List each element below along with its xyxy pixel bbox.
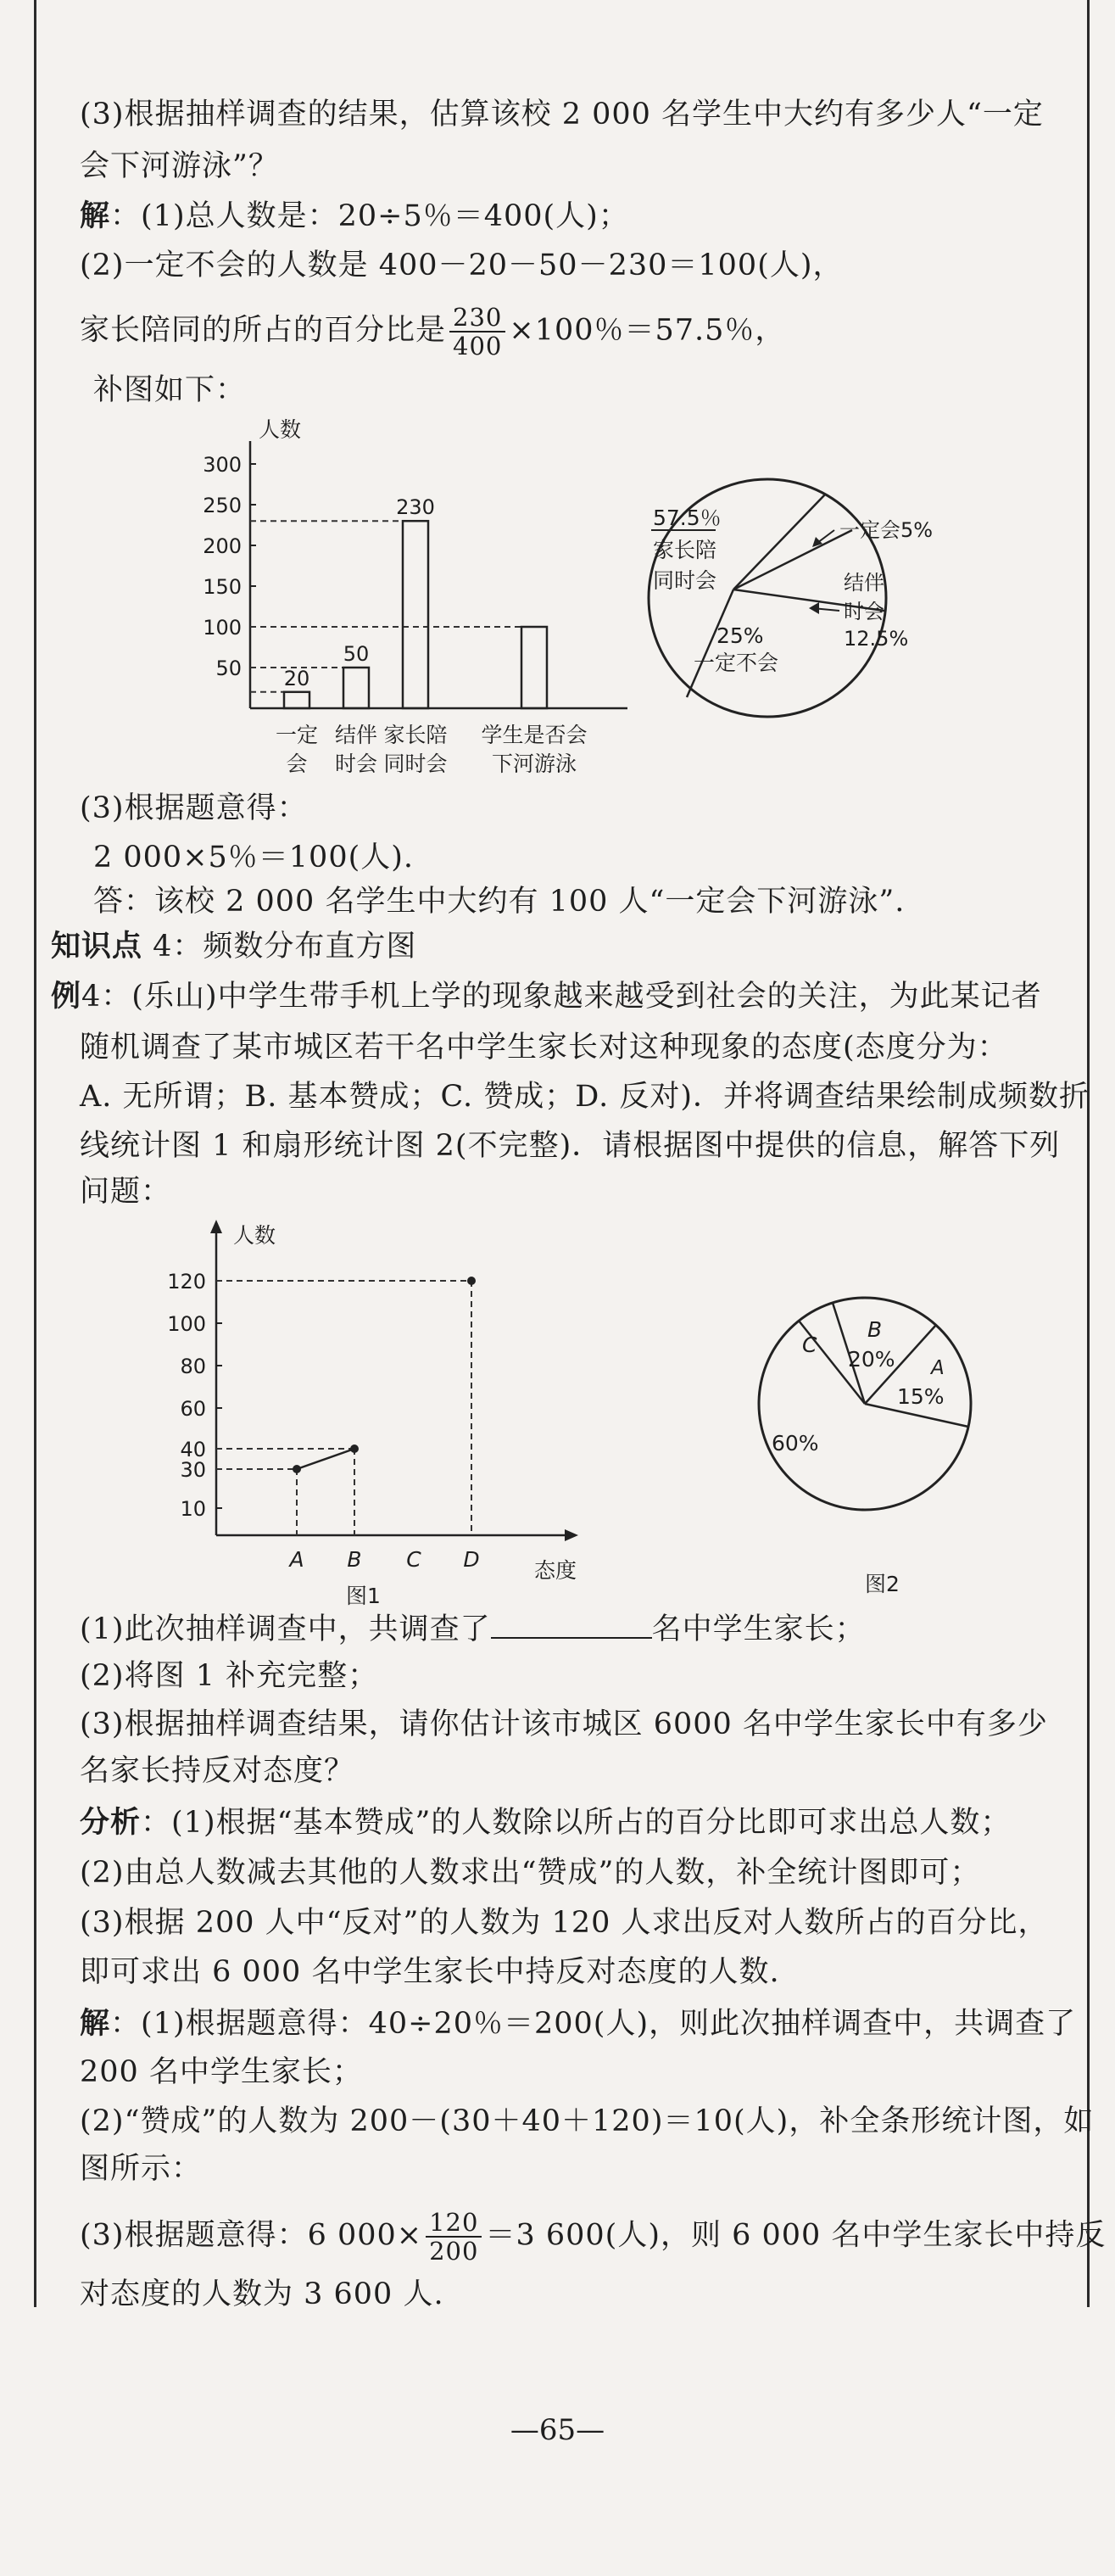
bar-chart-y-tick: 200 xyxy=(203,534,242,558)
example-solution-label: 解 xyxy=(80,2006,111,2041)
pie-1-divider-1 xyxy=(733,495,825,590)
line-chart-y-tick: 80 xyxy=(180,1355,206,1378)
pie-1-label-jieban-3: 12.5% xyxy=(844,627,909,651)
line-chart-x-tick-A: A xyxy=(289,1547,304,1572)
line-chart-point xyxy=(293,1465,301,1473)
pie-2-label-a: A xyxy=(931,1357,945,1379)
line-chart-point xyxy=(467,1277,476,1285)
solution-3-line-1: (3)根据题意得： xyxy=(80,791,308,825)
bar-3 xyxy=(521,627,547,708)
bar-chart-category-label: 会 xyxy=(286,752,308,776)
line-chart-y-tick: 100 xyxy=(167,1312,206,1336)
analysis-label: 分析 xyxy=(80,1805,142,1840)
fraction-230-400 xyxy=(449,304,505,360)
line-chart-y-tick: 60 xyxy=(180,1397,206,1421)
fraction-numerator: 230 xyxy=(449,304,505,332)
line-chart-y-tick: 40 xyxy=(180,1438,206,1461)
example-text-1: 4：(乐山)中学生带手机上学的现象越来越受到社会的关注，为此某记者 xyxy=(81,980,1042,1014)
bar-data-label: 20 xyxy=(283,666,310,690)
pie-2-label-d-60: 60% xyxy=(772,1431,819,1456)
line-chart-x-arrow xyxy=(565,1529,578,1541)
fraction-denominator-2: 200 xyxy=(429,2237,479,2266)
pie-2-title: 图2 xyxy=(865,1572,900,1596)
left-margin-rule xyxy=(34,0,36,2307)
example-line-4: 线统计图 1 和扇形统计图 2(不完整)．请根据图中提供的信息，解答下列 xyxy=(80,1129,1061,1163)
example-label: 例 xyxy=(51,979,82,1014)
solution-text-3b: ×100％＝57.5％， xyxy=(509,313,786,348)
question-3-line-1: (3)根据抽样调查的结果，估算该校 2 000 名学生中大约有多少人“一定 xyxy=(80,98,1044,131)
pie-chart-figure-2 xyxy=(738,1281,1026,1595)
example-solution-text-5b: ＝3 600(人)，则 6 000 名中学生家长中持反 xyxy=(485,2218,1107,2253)
bar-chart-y-tick: 300 xyxy=(203,453,242,477)
pie-1-label-57-5: 57.5％ xyxy=(653,506,722,530)
line-chart-x-tick-B: B xyxy=(347,1547,362,1572)
right-margin-rule xyxy=(1087,0,1090,2307)
bar-chart-category-label: 下河游泳 xyxy=(491,752,577,776)
line-chart-x-tick-C: C xyxy=(406,1547,421,1572)
line-chart-x-tick-D: D xyxy=(463,1547,480,1572)
bar-1 xyxy=(343,668,369,708)
bar-chart-category-label: 同时会 xyxy=(383,752,448,776)
bar-chart-y-tick: 50 xyxy=(215,657,242,680)
line-chart-y-tick: 120 xyxy=(167,1270,206,1294)
analysis-line-1 xyxy=(80,1803,1011,1842)
pie-chart-1 xyxy=(627,462,1026,742)
example-solution-line-5 xyxy=(80,2209,1106,2265)
example-solution-line-4: 图所示： xyxy=(80,2152,203,2186)
pie-2-label-b-20: 20% xyxy=(848,1347,895,1372)
bar-2 xyxy=(403,521,428,708)
answer-line: 答：该校 2 000 名学生中大约有 100 人“一定会下河游泳”. xyxy=(93,885,906,919)
solution-text-1: ：(1)总人数是：20÷5％＝400(人)； xyxy=(110,199,629,233)
bar-data-label: 230 xyxy=(396,495,435,520)
supplement-figure-caption: 补图如下： xyxy=(93,373,247,407)
line-chart-y-tick: 30 xyxy=(180,1458,206,1482)
pie-1-divider-2 xyxy=(733,530,852,590)
bar-chart-category-label: 结伴 xyxy=(334,723,378,747)
analysis-line-4: 即可求出 6 000 名中学生家长中持反对态度的人数. xyxy=(80,1955,780,1989)
question-3-line-a: (3)根据抽样调查结果，请你估计该市城区 6000 名中学生家长中有多少 xyxy=(80,1707,1048,1741)
question-3-line-2: 会下河游泳”？ xyxy=(80,149,279,183)
question-1-text-b: 名中学生家长； xyxy=(651,1612,866,1646)
line-chart-y-arrow xyxy=(210,1220,222,1233)
line-chart-y-tick: 10 xyxy=(180,1497,206,1521)
example-solution-line-3: (2)“赞成”的人数为 200－(30＋40＋120)＝10(人)，补全条形统计图，如 xyxy=(80,2104,1095,2138)
pie-1-label-25: 25% xyxy=(716,623,764,648)
pie-2-label-c: C xyxy=(802,1333,817,1357)
bar-chart-category-label: 学生是否会 xyxy=(481,723,588,747)
solution-line-2: (2)一定不会的人数是 400－20－50－230＝100(人)， xyxy=(80,249,844,282)
pie-1-label-jiazhang-2: 同时会 xyxy=(653,568,717,593)
analysis-line-2: (2)由总人数减去其他的人数求出“赞成”的人数，补全统计图即可； xyxy=(80,1856,981,1890)
bar-chart-y-tick: 250 xyxy=(203,494,242,517)
pie-1-label-yidinghui: 一定会5% xyxy=(839,518,934,542)
example-line-2: 随机调查了某市城区若干名中学生家长对这种现象的态度(态度分为： xyxy=(80,1031,1008,1064)
example-line-1 xyxy=(51,977,1042,1016)
pie-1-label-yidingbuhui: 一定不会 xyxy=(694,651,779,675)
line-chart-title: 图1 xyxy=(346,1584,381,1608)
bar-0 xyxy=(284,692,309,708)
bar-data-label: 50 xyxy=(343,642,370,666)
fraction-numerator-2: 120 xyxy=(426,2209,482,2238)
line-chart-y-label: 人数 xyxy=(233,1223,276,1248)
bar-chart-category-label: 时会 xyxy=(334,752,378,776)
analysis-text-1: ：(1)根据“基本赞成”的人数除以所占的百分比即可求出总人数； xyxy=(141,1806,1012,1840)
bar-chart-category-label: 一定 xyxy=(275,723,319,747)
bar-chart-category-label: 家长陪 xyxy=(383,723,448,747)
bar-chart xyxy=(170,411,644,785)
knowledge-point-label: 知识点 xyxy=(51,929,143,964)
question-1-line xyxy=(80,1610,866,1649)
knowledge-point-heading xyxy=(51,927,416,966)
page-number: —65— xyxy=(510,2413,605,2447)
bar-chart-y-tick: 100 xyxy=(203,616,242,640)
solution-label: 解 xyxy=(80,198,111,233)
example-solution-line-6: 对态度的人数为 3 600 人. xyxy=(80,2277,444,2311)
question-3-line-b: 名家长持反对态度？ xyxy=(80,1754,355,1788)
example-solution-line-1 xyxy=(80,2004,1076,2043)
line-chart-figure-1 xyxy=(153,1196,627,1608)
bar-chart-y-label: 人数 xyxy=(259,417,302,442)
knowledge-point-title: 4：频数分布直方图 xyxy=(142,930,417,964)
example-solution-text-1: ：(1)根据题意得：40÷20％＝200(人)，则此次抽样调查中，共调查了 xyxy=(110,2007,1077,2041)
fraction-denominator: 400 xyxy=(453,332,503,360)
pie-2-label-a-15: 15% xyxy=(897,1384,945,1409)
pie-1-label-jiazhang-1: 家长陪 xyxy=(653,538,717,562)
pie-1-arrow-head-2 xyxy=(809,602,819,614)
answer-blank[interactable] xyxy=(491,1612,652,1639)
example-solution-line-2: 200 名中学生家长； xyxy=(80,2055,363,2089)
question-1-text-a: (1)此次抽样调查中，共调查了 xyxy=(80,1612,491,1646)
question-2-line: (2)将图 1 补充完整； xyxy=(80,1659,379,1693)
analysis-line-3: (3)根据 200 人中“反对”的人数为 120 人求出反对人数所占的百分比， xyxy=(80,1906,1049,1940)
example-line-5: 问题： xyxy=(80,1175,172,1209)
example-line-3: A. 无所谓；B. 基本赞成；C. 赞成；D. 反对)．并将调查结果绘制成频数折 xyxy=(80,1080,1090,1114)
pie-1-label-jieban-1: 结伴 xyxy=(844,571,884,595)
line-chart-point xyxy=(350,1444,359,1453)
solution-line-3 xyxy=(80,304,785,360)
fraction-120-200 xyxy=(426,2209,482,2265)
line-chart-x-label: 态度 xyxy=(534,1558,577,1583)
pie-1-label-jieban-2: 时会 xyxy=(844,600,884,623)
example-solution-text-5a: (3)根据题意得：6 000× xyxy=(80,2218,423,2253)
solution-line-1 xyxy=(80,197,629,236)
solution-text-3a: 家长陪同的所占的百分比是 xyxy=(80,313,447,348)
pie-2-label-b: B xyxy=(867,1317,883,1342)
bar-chart-y-tick: 150 xyxy=(203,575,242,599)
solution-3-line-2: 2 000×5％＝100(人). xyxy=(93,841,415,874)
line-chart-segment-a-b xyxy=(297,1449,354,1469)
